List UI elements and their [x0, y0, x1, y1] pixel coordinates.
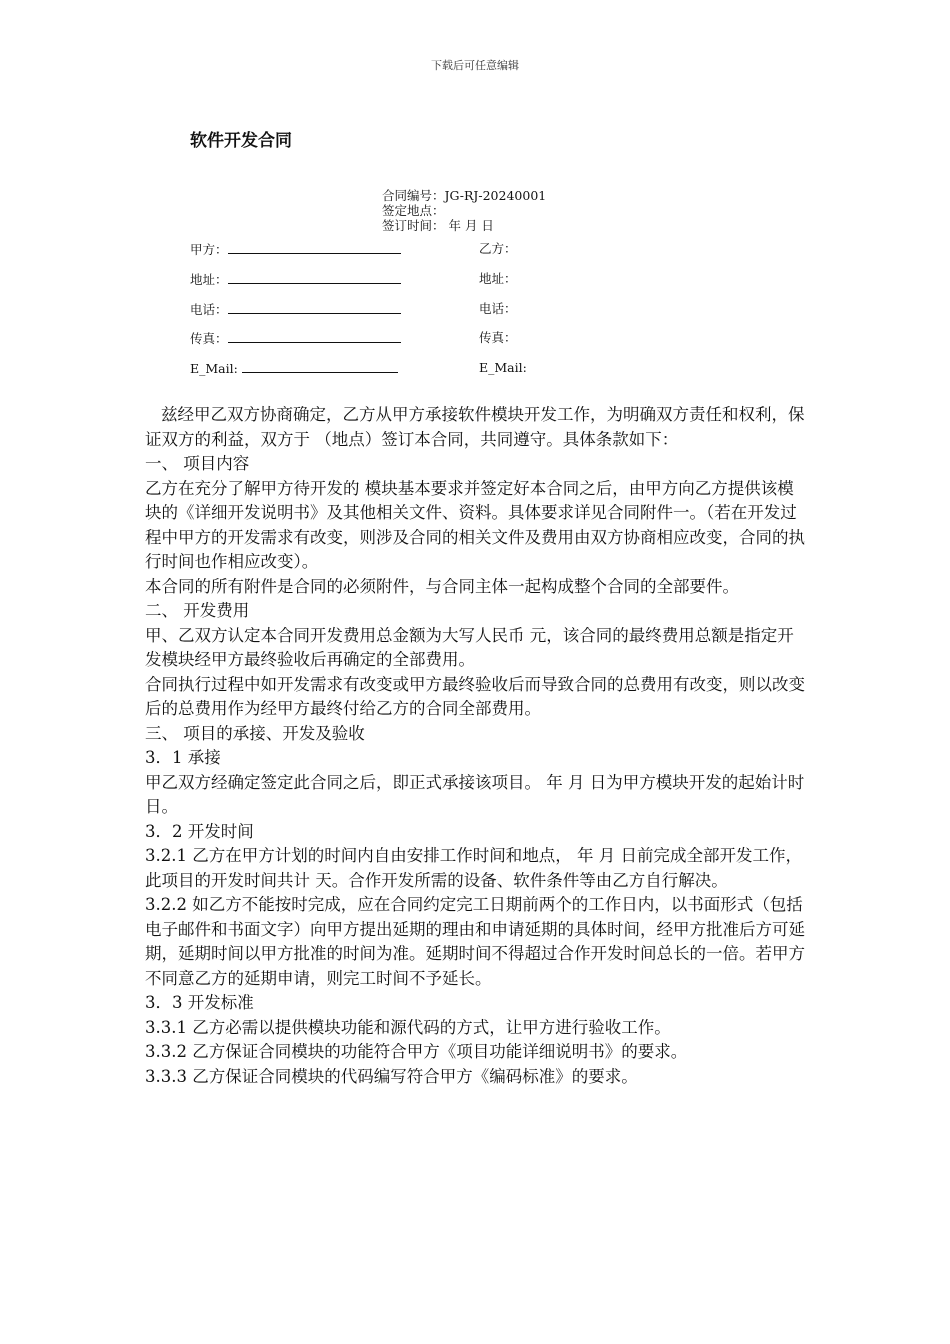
body-paragraph: 合同执行过程中如开发需求有改变或甲方最终验收后而导致合同的总费用有改变，则以改变后的总费用作为经甲方最终付给乙方的合同全部费用。: [145, 674, 805, 718]
subsection-heading: 3．3 开发标准: [145, 993, 254, 1012]
party-b-fax: 传真：: [479, 330, 517, 345]
party-a-address-row: [190, 271, 401, 288]
body-paragraph: 本合同的所有附件是合同的必须附件，与合同主体一起构成整个合同的全部要件。: [145, 576, 739, 596]
party-a-phone-label: 电话：: [190, 302, 228, 317]
body-paragraph: 3.2.1 乙方在甲方计划的时间内自由安排工作时间和地点， 年 月 日前完成全部开发工作，此项目的开发时间共计 天。合作开发所需的设备、软件条件等由乙方自行解决。: [145, 846, 802, 890]
sign-time: 签订时间： 年 月 日: [382, 218, 494, 233]
party-a-email-label: E_Mail:: [190, 361, 238, 376]
body-paragraph: 3.2.2 如乙方不能按时完成，应在合同约定完工日期前两个的工作日内，以书面形式（包括电子邮件和书面文字）向甲方提出延期的理由和申请延期的具体时间，经甲方批准后方可延期，延期时间以甲方批准的时间为准。延期时间不得超过合作开发时间总长的一倍。若甲方不同意乙方的延期申请，则完工时间不予延长。: [145, 895, 805, 988]
header-note: 下载后可任意编辑: [431, 59, 519, 72]
contract-body: [145, 403, 805, 1089]
party-b-name: 乙方：: [479, 241, 517, 256]
party-a-email-blank: [242, 360, 398, 373]
subsection-heading: 3．2 开发时间: [145, 821, 254, 841]
party-a-phone-blank: [228, 301, 401, 314]
party-a-name-label: 甲方：: [190, 242, 228, 257]
body-paragraph: 3.3.2 乙方保证合同模块的功能符合甲方《项目功能详细说明书》的要求。: [145, 1042, 688, 1061]
section-heading-2: 二、 开发费用: [145, 601, 250, 620]
body-paragraph: 甲、乙双方认定本合同开发费用总金额为大写人民币 元，该合同的最终费用总额是指定开发模块经甲方最终验收后再确定的全部费用。: [145, 625, 794, 669]
contract-number: 合同编号：JG-RJ-20240001: [382, 188, 547, 203]
section-heading-1: 一、 项目内容: [145, 454, 250, 473]
contract-meta: [382, 188, 546, 233]
party-b-phone: 电话：: [479, 301, 517, 316]
subsection-heading: 3．1 承接: [145, 748, 221, 767]
section-heading-3: 三、 项目的承接、开发及验收: [145, 723, 365, 743]
body-paragraph: 甲乙双方经确定签定此合同之后，即正式承接该项目。 年 月 日为甲方模块开发的起始计时日。: [145, 772, 805, 816]
party-a-fax-label: 传真：: [190, 331, 228, 346]
party-a-fax-row: [190, 330, 401, 347]
party-a-fax-blank: [228, 330, 401, 343]
party-a-address-blank: [228, 271, 401, 284]
body-paragraph: 3.3.3 乙方保证合同模块的代码编写符合甲方《编码标准》的要求。: [145, 1066, 638, 1086]
party-b-email: E_Mail:: [479, 360, 527, 375]
body-paragraph: 乙方在充分了解甲方待开发的 模块基本要求并签定好本合同之后，由甲方向乙方提供该模块的《详细开发说明书》及其他相关文件、资料。具体要求详见合同附件一。（若在开发过程中甲方的开发需求有改变，则涉及合同的相关文件及费用由双方协商相应改变，合同的执行时间也作相应改变）。: [145, 478, 805, 571]
party-a-name-row: [190, 241, 401, 258]
party-a-phone-row: [190, 301, 401, 318]
party-a-email-row: [190, 360, 398, 377]
sign-place: 签定地点：: [382, 203, 445, 218]
party-a-address-label: 地址：: [190, 272, 228, 287]
party-a-name-blank: [228, 241, 401, 254]
body-paragraph: 3.3.1 乙方必需以提供模块功能和源代码的方式，让甲方进行验收工作。: [145, 1017, 671, 1037]
party-b-address: 地址：: [479, 271, 517, 286]
document-title: 软件开发合同: [190, 131, 292, 151]
preamble-paragraph: 兹经甲乙双方协商确定，乙方从甲方承接软件模块开发工作，为明确双方责任和权利，保证双方的利益，双方于 （地点）签订本合同，共同遵守。具体条款如下：: [145, 405, 805, 449]
